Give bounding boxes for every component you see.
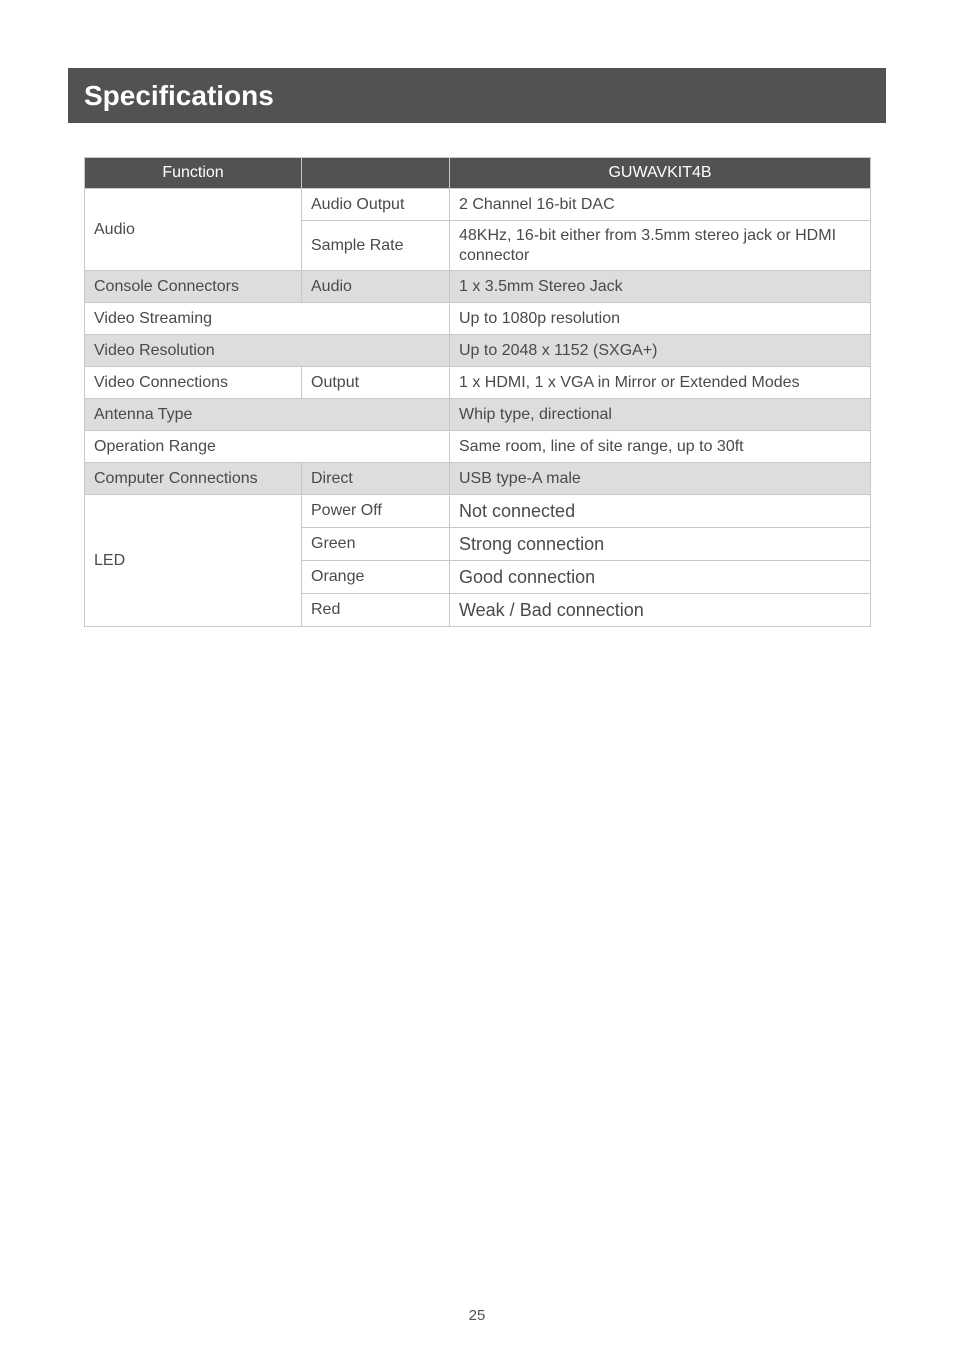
sub-label-video-output: Output <box>302 367 450 399</box>
specifications-table <box>84 157 871 627</box>
table-row <box>85 463 871 495</box>
table-header-row <box>85 158 871 189</box>
header-sub <box>302 158 450 189</box>
row-label-led: LED <box>85 495 302 627</box>
sub-label-sample-rate: Sample Rate <box>302 221 450 271</box>
table-row <box>85 189 871 221</box>
led-meaning-green: Strong connection <box>450 528 871 561</box>
value-computer-connections: USB type-A male <box>450 463 871 495</box>
value-console-connectors: 1 x 3.5mm Stereo Jack <box>450 271 871 303</box>
row-label-computer-connections: Computer Connections <box>85 463 302 495</box>
value-video-resolution: Up to 2048 x 1152 (SXGA+) <box>450 335 871 367</box>
sub-label-direct: Direct <box>302 463 450 495</box>
page-title: Specifications <box>84 79 274 111</box>
led-meaning-orange: Good connection <box>450 561 871 594</box>
row-label-audio: Audio <box>85 189 302 271</box>
value-sample-rate: 48KHz, 16-bit either from 3.5mm stereo jack or HDMI connector <box>450 221 871 271</box>
value-video-connections: 1 x HDMI, 1 x VGA in Mirror or Extended Modes <box>450 367 871 399</box>
page-number: 25 <box>468 1307 486 1324</box>
value-audio-output: 2 Channel 16-bit DAC <box>450 189 871 221</box>
value-operation-range: Same room, line of site range, up to 30ft <box>450 431 871 463</box>
led-meaning-red: Weak / Bad connection <box>450 594 871 627</box>
row-label-console-connectors: Console Connectors <box>85 271 302 303</box>
table-row <box>85 271 871 303</box>
table-row <box>85 303 871 335</box>
led-state-red: Red <box>302 594 450 627</box>
row-label-video-streaming: Video Streaming <box>85 303 450 335</box>
row-label-video-connections: Video Connections <box>85 367 302 399</box>
sub-label-console-audio: Audio <box>302 271 450 303</box>
led-state-green: Green <box>302 528 450 561</box>
section-title-bar <box>68 68 886 123</box>
row-label-operation-range: Operation Range <box>85 431 450 463</box>
value-video-streaming: Up to 1080p resolution <box>450 303 871 335</box>
led-meaning-power-off: Not connected <box>450 495 871 528</box>
led-state-orange: Orange <box>302 561 450 594</box>
table-row <box>85 367 871 399</box>
led-state-power-off: Power Off <box>302 495 450 528</box>
header-model: GUWAVKIT4B <box>450 158 871 189</box>
table-row <box>85 335 871 367</box>
row-label-antenna-type: Antenna Type <box>85 399 450 431</box>
row-label-video-resolution: Video Resolution <box>85 335 450 367</box>
value-antenna-type: Whip type, directional <box>450 399 871 431</box>
header-function: Function <box>85 158 302 189</box>
sub-label-audio-output: Audio Output <box>302 189 450 221</box>
table-row <box>85 431 871 463</box>
table-row <box>85 495 871 528</box>
table-row <box>85 399 871 431</box>
